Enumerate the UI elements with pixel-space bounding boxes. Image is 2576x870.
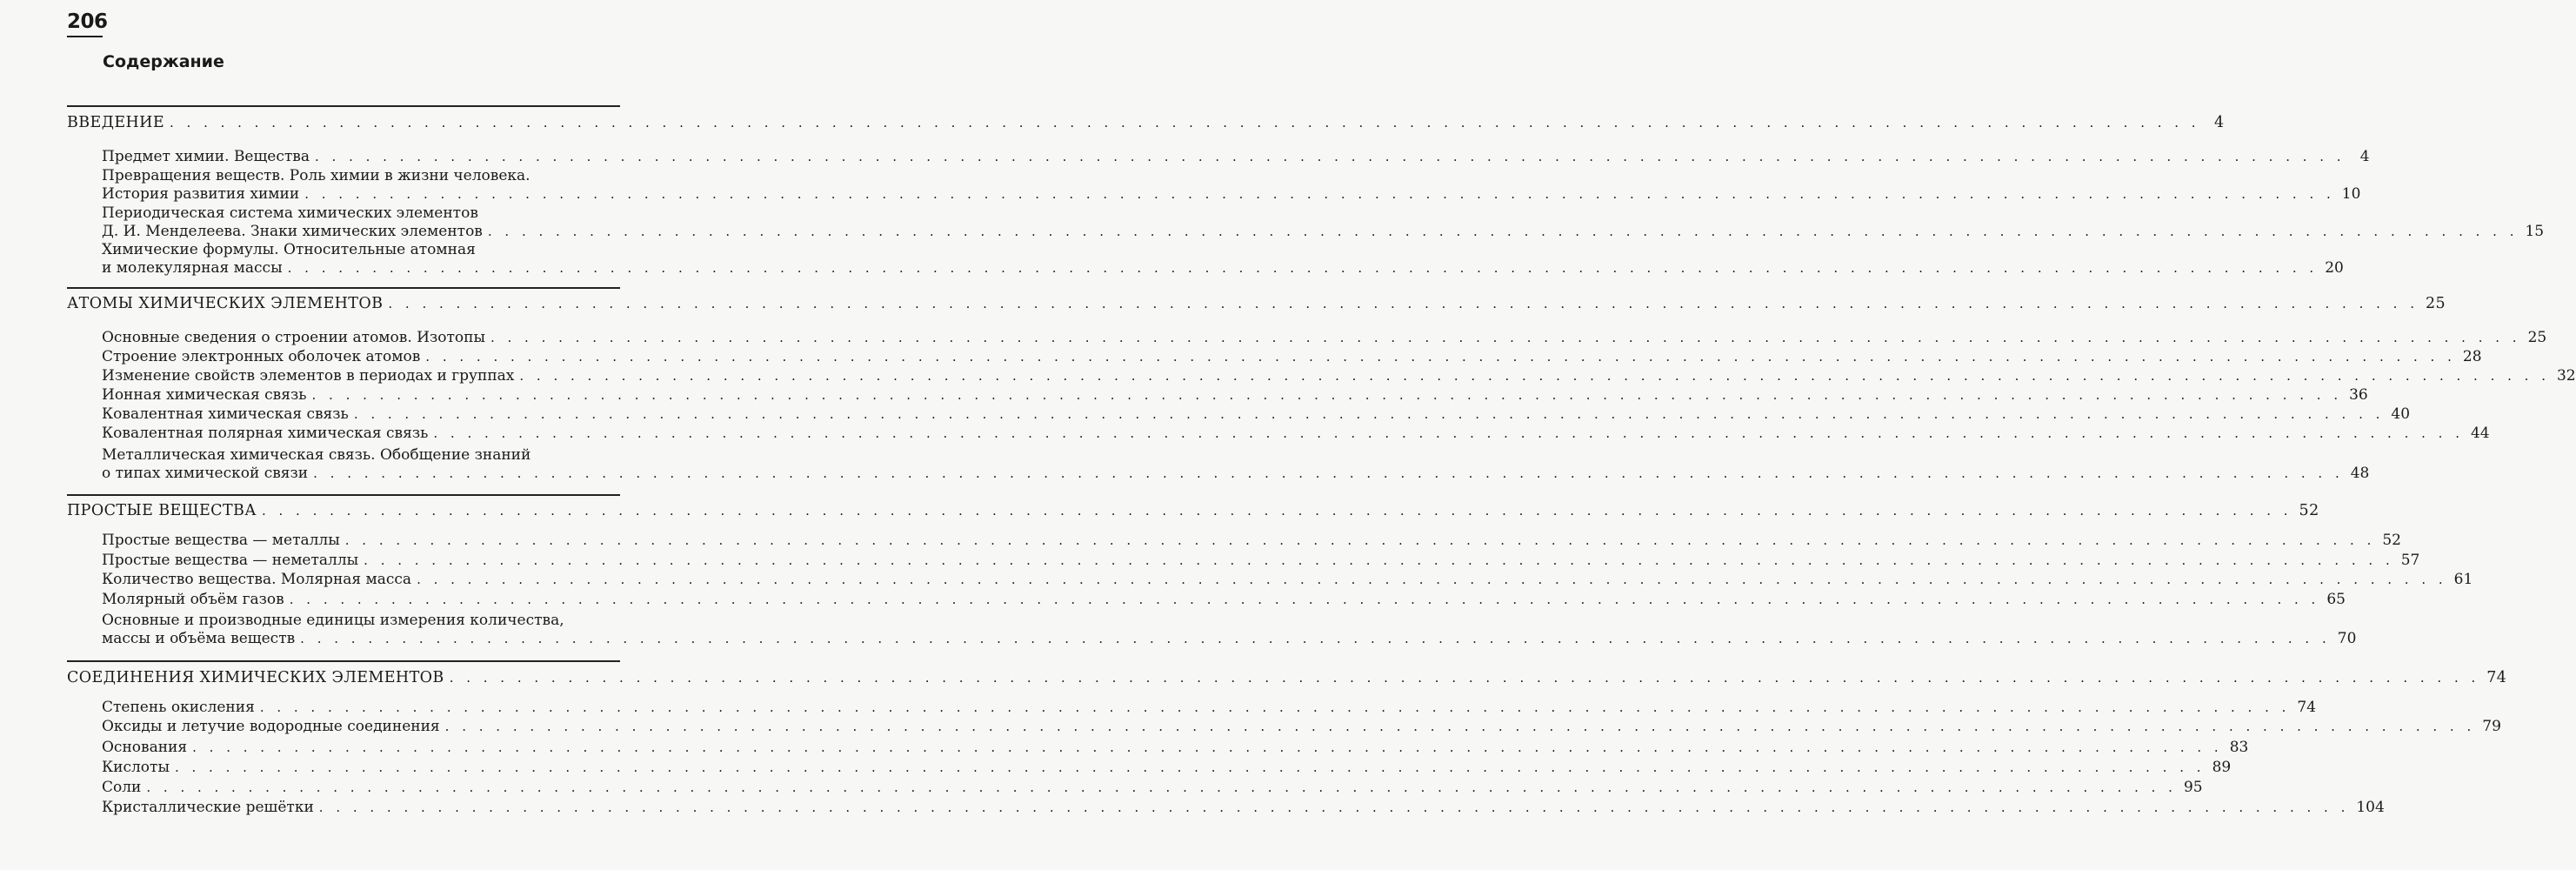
section-page-number: 52 bbox=[2299, 502, 2319, 519]
toc-entry-title: о типах химической связи bbox=[102, 465, 309, 482]
dot-leader: . . . . . . . . . . . . . . . . . . . . . . . . . . . . . . . . . . . . . . . . . . . . . . . . . . . . . . . . . . . . . . . . . . . . . . . . . . . . . . . . . . . . . . . . . . . . . . . . . . . . . . . . . . . . . . . . . . . . . . . . bbox=[318, 800, 2350, 815]
toc-entry-page-number: 89 bbox=[2212, 759, 2232, 776]
toc-entry-title: Простые вещества — неметаллы bbox=[102, 552, 359, 569]
dot-leader: . . . . . . . . . . . . . . . . . . . . . . . . . . . . . . . . . . . . . . . . . . . . . . . . . . . . . . . . . . . . . . . . . . . . . . . . . . . . . . . . . . . . . . . . . . . . . . . . . . . . . . . . . . . . . . . . . . . . . . . . bbox=[174, 760, 2206, 775]
section-page-number: 25 bbox=[2425, 295, 2446, 312]
toc-entry-title: Изменение свойств элементов в периодах и группах bbox=[102, 367, 515, 385]
toc-entry-page-number: 61 bbox=[2453, 571, 2473, 588]
section-title: ПРОСТЫЕ ВЕЩЕСТВА bbox=[67, 502, 257, 519]
toc-entry-page-number: 40 bbox=[2391, 405, 2411, 423]
section-title: СОЕДИНЕНИЯ ХИМИЧЕСКИХ ЭЛЕМЕНТОВ bbox=[67, 669, 444, 686]
toc-entry-page-number: 104 bbox=[2356, 799, 2385, 816]
toc-entry-page-number: 48 bbox=[2350, 465, 2370, 482]
toc-entry-title: массы и объёма веществ bbox=[102, 630, 296, 647]
toc-entry-title: Ионная химическая связь bbox=[102, 386, 307, 404]
dot-leader: . . . . . . . . . . . . . . . . . . . . . . . . . . . . . . . . . . . . . . . . . . . . . . . . . . . . . . . . . . . . . . . . . . . . . . . . . . . . . . . . . . . . . . . . . . . . . . . . . . . . . . . . . . . . . . . . . . . . . . . . bbox=[353, 406, 2385, 422]
dot-leader: . . . . . . . . . . . . . . . . . . . . . . . . . . . . . . . . . . . . . . . . . . . . . . . . . . . . . . . . . . . . . . . . . . . . . . . . . . . . . . . . . . . . . . . . . . . . . . . . . . . . . . . . . . . . . . . . . . . . . . . . bbox=[311, 387, 2343, 403]
toc-entry-title: Основные сведения о строении атомов. Изотопы bbox=[102, 329, 485, 346]
toc-entry-line: Превращения веществ. Роль химии в жизни человека. bbox=[102, 167, 531, 184]
toc-entry-title: Оксиды и летучие водородные соединения bbox=[102, 718, 440, 735]
dot-leader: . . . . . . . . . . . . . . . . . . . . . . . . . . . . . . . . . . . . . . . . . . . . . . . . . . . . . . . . . . . . . . . . . . . . . . . . . . . . . . . . . . . . . . . . . . . . . . . . . . . . . . . . . . . . . . . . . . . . . . . . bbox=[259, 699, 2291, 715]
toc-entry-page-number: 28 bbox=[2462, 348, 2482, 365]
toc-entry-page-number: 74 bbox=[2297, 699, 2317, 716]
toc-entry-line: Металлическая химическая связь. Обобщение знаний bbox=[102, 446, 531, 464]
dot-leader: . . . . . . . . . . . . . . . . . . . . . . . . . . . . . . . . . . . . . . . . . . . . . . . . . . . . . . . . . . . . . . . . . . . . . . . . . . . . . . . . . . . . . . . . . . . . . . . . . . . . . . . . . . . . . . . . . . . . . . . . bbox=[289, 592, 2320, 607]
dot-leader: . . . . . . . . . . . . . . . . . . . . . . . . . . . . . . . . . . . . . . . . . . . . . . . . . . . . . . . . . . . . . . . . . . . . . . . . . . . . . . . . . . . . . . . . . . . . . . . . . . . . . . . . . . . . . . . . . . . . . . . . bbox=[192, 740, 2223, 755]
dot-leader: . . . . . . . . . . . . . . . . . . . . . . . . . . . . . . . . . . . . . . . . . . . . . . . . . . . . . . . . . . . . . . . . . . . . . . . . . . . . . . . . . . . . . . . . . . . . . . . . . . . . . . . . . . . . . . . . . . . . . . . . bbox=[170, 115, 2200, 130]
section-title: АТОМЫ ХИМИЧЕСКИХ ЭЛЕМЕНТОВ bbox=[67, 295, 384, 312]
toc-entry-page-number: 95 bbox=[2183, 779, 2203, 796]
section-divider bbox=[67, 660, 620, 662]
toc-entry-line: Основные и производные единицы измерения количества, bbox=[102, 612, 564, 629]
toc-entry-page-number: 20 bbox=[2325, 259, 2344, 277]
toc-entry-title: Основания bbox=[102, 739, 188, 756]
dot-leader: . . . . . . . . . . . . . . . . . . . . . . . . . . . . . . . . . . . . . . . . . . . . . . . . . . . . . . . . . . . . . . . . . . . . . . . . . . . . . . . . . . . . . . . . . . . . . . . . . . . . . . . . . . . . . . . . . . . . . . . . bbox=[388, 296, 2419, 311]
dot-leader: . . . . . . . . . . . . . . . . . . . . . . . . . . . . . . . . . . . . . . . . . . . . . . . . . . . . . . . . . . . . . . . . . . . . . . . . . . . . . . . . . . . . . . . . . . . . . . . . . . . . . . . . . . . . . . . . . . . . . . . . bbox=[344, 532, 2376, 548]
section-page-number: 4 bbox=[2214, 114, 2225, 131]
toc-entry-title: История развития химии bbox=[102, 185, 300, 203]
toc-entry-title: Соли bbox=[102, 779, 142, 796]
toc-entry-title: Молярный объём газов bbox=[102, 591, 284, 608]
toc-entry-title: Строение электронных оболочек атомов bbox=[102, 348, 421, 365]
dot-leader: . . . . . . . . . . . . . . . . . . . . . . . . . . . . . . . . . . . . . . . . . . . . . . . . . . . . . . . . . . . . . . . . . . . . . . . . . . . . . . . . . . . . . . . . . . . . . . . . . . . . . . . . . . . . . . . . . . . . . . . . bbox=[490, 330, 2521, 345]
toc-entry-page-number: 15 bbox=[2525, 223, 2545, 240]
toc-entry-page-number: 10 bbox=[2341, 185, 2361, 203]
toc-entry-title: Простые вещества — металлы bbox=[102, 532, 340, 549]
toc-entry-page-number: 79 bbox=[2482, 718, 2501, 735]
dot-leader: . . . . . . . . . . . . . . . . . . . . . . . . . . . . . . . . . . . . . . . . . . . . . . . . . . . . . . . . . . . . . . . . . . . . . . . . . . . . . . . . . . . . . . . . . . . . . . . . . . . . . . . . . . . . . . . . . . . . . . . . bbox=[425, 349, 2456, 365]
dot-leader: . . . . . . . . . . . . . . . . . . . . . . . . . . . . . . . . . . . . . . . . . . . . . . . . . . . . . . . . . . . . . . . . . . . . . . . . . . . . . . . . . . . . . . . . . . . . . . . . . . . . . . . . . . . . . . . . . . . . . . . . bbox=[449, 670, 2480, 686]
toc-entry-page-number: 83 bbox=[2229, 739, 2249, 756]
toc-entry-page-number: 44 bbox=[2470, 425, 2490, 442]
section-page-number: 74 bbox=[2486, 669, 2507, 686]
dot-leader: . . . . . . . . . . . . . . . . . . . . . . . . . . . . . . . . . . . . . . . . . . . . . . . . . . . . . . . . . . . . . . . . . . . . . . . . . . . . . . . . . . . . . . . . . . . . . . . . . . . . . . . . . . . . . . . . . . . . . . . . bbox=[433, 425, 2464, 441]
dot-leader: . . . . . . . . . . . . . . . . . . . . . . . . . . . . . . . . . . . . . . . . . . . . . . . . . . . . . . . . . . . . . . . . . . . . . . . . . . . . . . . . . . . . . . . . . . . . . . . . . . . . . . . . . . . . . . . . . . . . . . . . bbox=[417, 572, 2447, 587]
toc-entry-title: Д. И. Менделеева. Знаки химических элементов bbox=[102, 223, 483, 240]
toc-entry-page-number: 65 bbox=[2326, 591, 2346, 608]
toc-entry-title: Количество вещества. Молярная масса bbox=[102, 571, 412, 588]
dot-leader: . . . . . . . . . . . . . . . . . . . . . . . . . . . . . . . . . . . . . . . . . . . . . . . . . . . . . . . . . . . . . . . . . . . . . . . . . . . . . . . . . . . . . . . . . . . . . . . . . . . . . . . . . . . . . . . . . . . . . . . . bbox=[261, 503, 2292, 519]
section-title: ВВЕДЕНИЕ bbox=[67, 114, 164, 131]
dot-leader: . . . . . . . . . . . . . . . . . . . . . . . . . . . . . . . . . . . . . . . . . . . . . . . . . . . . . . . . . . . . . . . . . . . . . . . . . . . . . . . . . . . . . . . . . . . . . . . . . . . . . . . . . . . . . . . . . . . . . . . . bbox=[300, 631, 2331, 646]
dot-leader: . . . . . . . . . . . . . . . . . . . . . . . . . . . . . . . . . . . . . . . . . . . . . . . . . . . . . . . . . . . . . . . . . . . . . . . . . . . . . . . . . . . . . . . . . . . . . . . . . . . . . . . . . . . . . . . . . . . . . . . . bbox=[364, 552, 2394, 568]
toc-entry-title: Предмет химии. Вещества bbox=[102, 148, 310, 165]
toc-entry-page-number: 32 bbox=[2556, 367, 2576, 385]
page-title: Содержание bbox=[103, 52, 224, 71]
dot-leader: . . . . . . . . . . . . . . . . . . . . . . . . . . . . . . . . . . . . . . . . . . . . . . . . . . . . . . . . . . . . . . . . . . . . . . . . . . . . . . . . . . . . . . . . . . . . . . . . . . . . . . . . . . . . . . . . . . . . . . . . bbox=[304, 186, 2335, 202]
section-divider bbox=[67, 287, 620, 289]
toc-entry-page-number: 70 bbox=[2337, 630, 2357, 647]
toc-entry-title: и молекулярная массы bbox=[102, 259, 283, 277]
toc-entry-line: Периодическая система химических элементов bbox=[102, 204, 478, 222]
toc-entry-page-number: 57 bbox=[2400, 552, 2420, 569]
toc-entry-title: Кристаллические решётки bbox=[102, 799, 314, 816]
section-divider bbox=[67, 105, 620, 107]
toc-entry-page-number: 25 bbox=[2527, 329, 2547, 346]
toc-entry-page-number: 4 bbox=[2359, 148, 2370, 165]
toc-entry-page-number: 36 bbox=[2349, 386, 2368, 404]
section-divider bbox=[67, 494, 620, 496]
toc-entry-page-number: 52 bbox=[2382, 532, 2401, 549]
dot-leader: . . . . . . . . . . . . . . . . . . . . . . . . . . . . . . . . . . . . . . . . . . . . . . . . . . . . . . . . . . . . . . . . . . . . . . . . . . . . . . . . . . . . . . . . . . . . . . . . . . . . . . . . . . . . . . . . . . . . . . . . bbox=[315, 149, 2346, 164]
toc-entry-title: Ковалентная полярная химическая связь bbox=[102, 425, 429, 442]
dot-leader: . . . . . . . . . . . . . . . . . . . . . . . . . . . . . . . . . . . . . . . . . . . . . . . . . . . . . . . . . . . . . . . . . . . . . . . . . . . . . . . . . . . . . . . . . . . . . . . . . . . . . . . . . . . . . . . . . . . . . . . . bbox=[487, 224, 2519, 239]
dot-leader: . . . . . . . . . . . . . . . . . . . . . . . . . . . . . . . . . . . . . . . . . . . . . . . . . . . . . . . . . . . . . . . . . . . . . . . . . . . . . . . . . . . . . . . . . . . . . . . . . . . . . . . . . . . . . . . . . . . . . . . . bbox=[444, 719, 2476, 734]
toc-entry-title: Степень окисления bbox=[102, 699, 255, 716]
toc-entry-line: Химические формулы. Относительные атомная bbox=[102, 241, 476, 258]
dot-leader: . . . . . . . . . . . . . . . . . . . . . . . . . . . . . . . . . . . . . . . . . . . . . . . . . . . . . . . . . . . . . . . . . . . . . . . . . . . . . . . . . . . . . . . . . . . . . . . . . . . . . . . . . . . . . . . . . . . . . . . . bbox=[519, 368, 2550, 384]
dot-leader: . . . . . . . . . . . . . . . . . . . . . . . . . . . . . . . . . . . . . . . . . . . . . . . . . . . . . . . . . . . . . . . . . . . . . . . . . . . . . . . . . . . . . . . . . . . . . . . . . . . . . . . . . . . . . . . . . . . . . . . . bbox=[146, 780, 2177, 795]
dot-leader: . . . . . . . . . . . . . . . . . . . . . . . . . . . . . . . . . . . . . . . . . . . . . . . . . . . . . . . . . . . . . . . . . . . . . . . . . . . . . . . . . . . . . . . . . . . . . . . . . . . . . . . . . . . . . . . . . . . . . . . . bbox=[287, 260, 2319, 276]
toc-entry-title: Кислоты bbox=[102, 759, 170, 776]
dot-leader: . . . . . . . . . . . . . . . . . . . . . . . . . . . . . . . . . . . . . . . . . . . . . . . . . . . . . . . . . . . . . . . . . . . . . . . . . . . . . . . . . . . . . . . . . . . . . . . . . . . . . . . . . . . . . . . . . . . . . . . . bbox=[313, 465, 2344, 481]
page-number: 206 bbox=[67, 10, 108, 33]
toc-entry-title: Ковалентная химическая связь bbox=[102, 405, 349, 423]
